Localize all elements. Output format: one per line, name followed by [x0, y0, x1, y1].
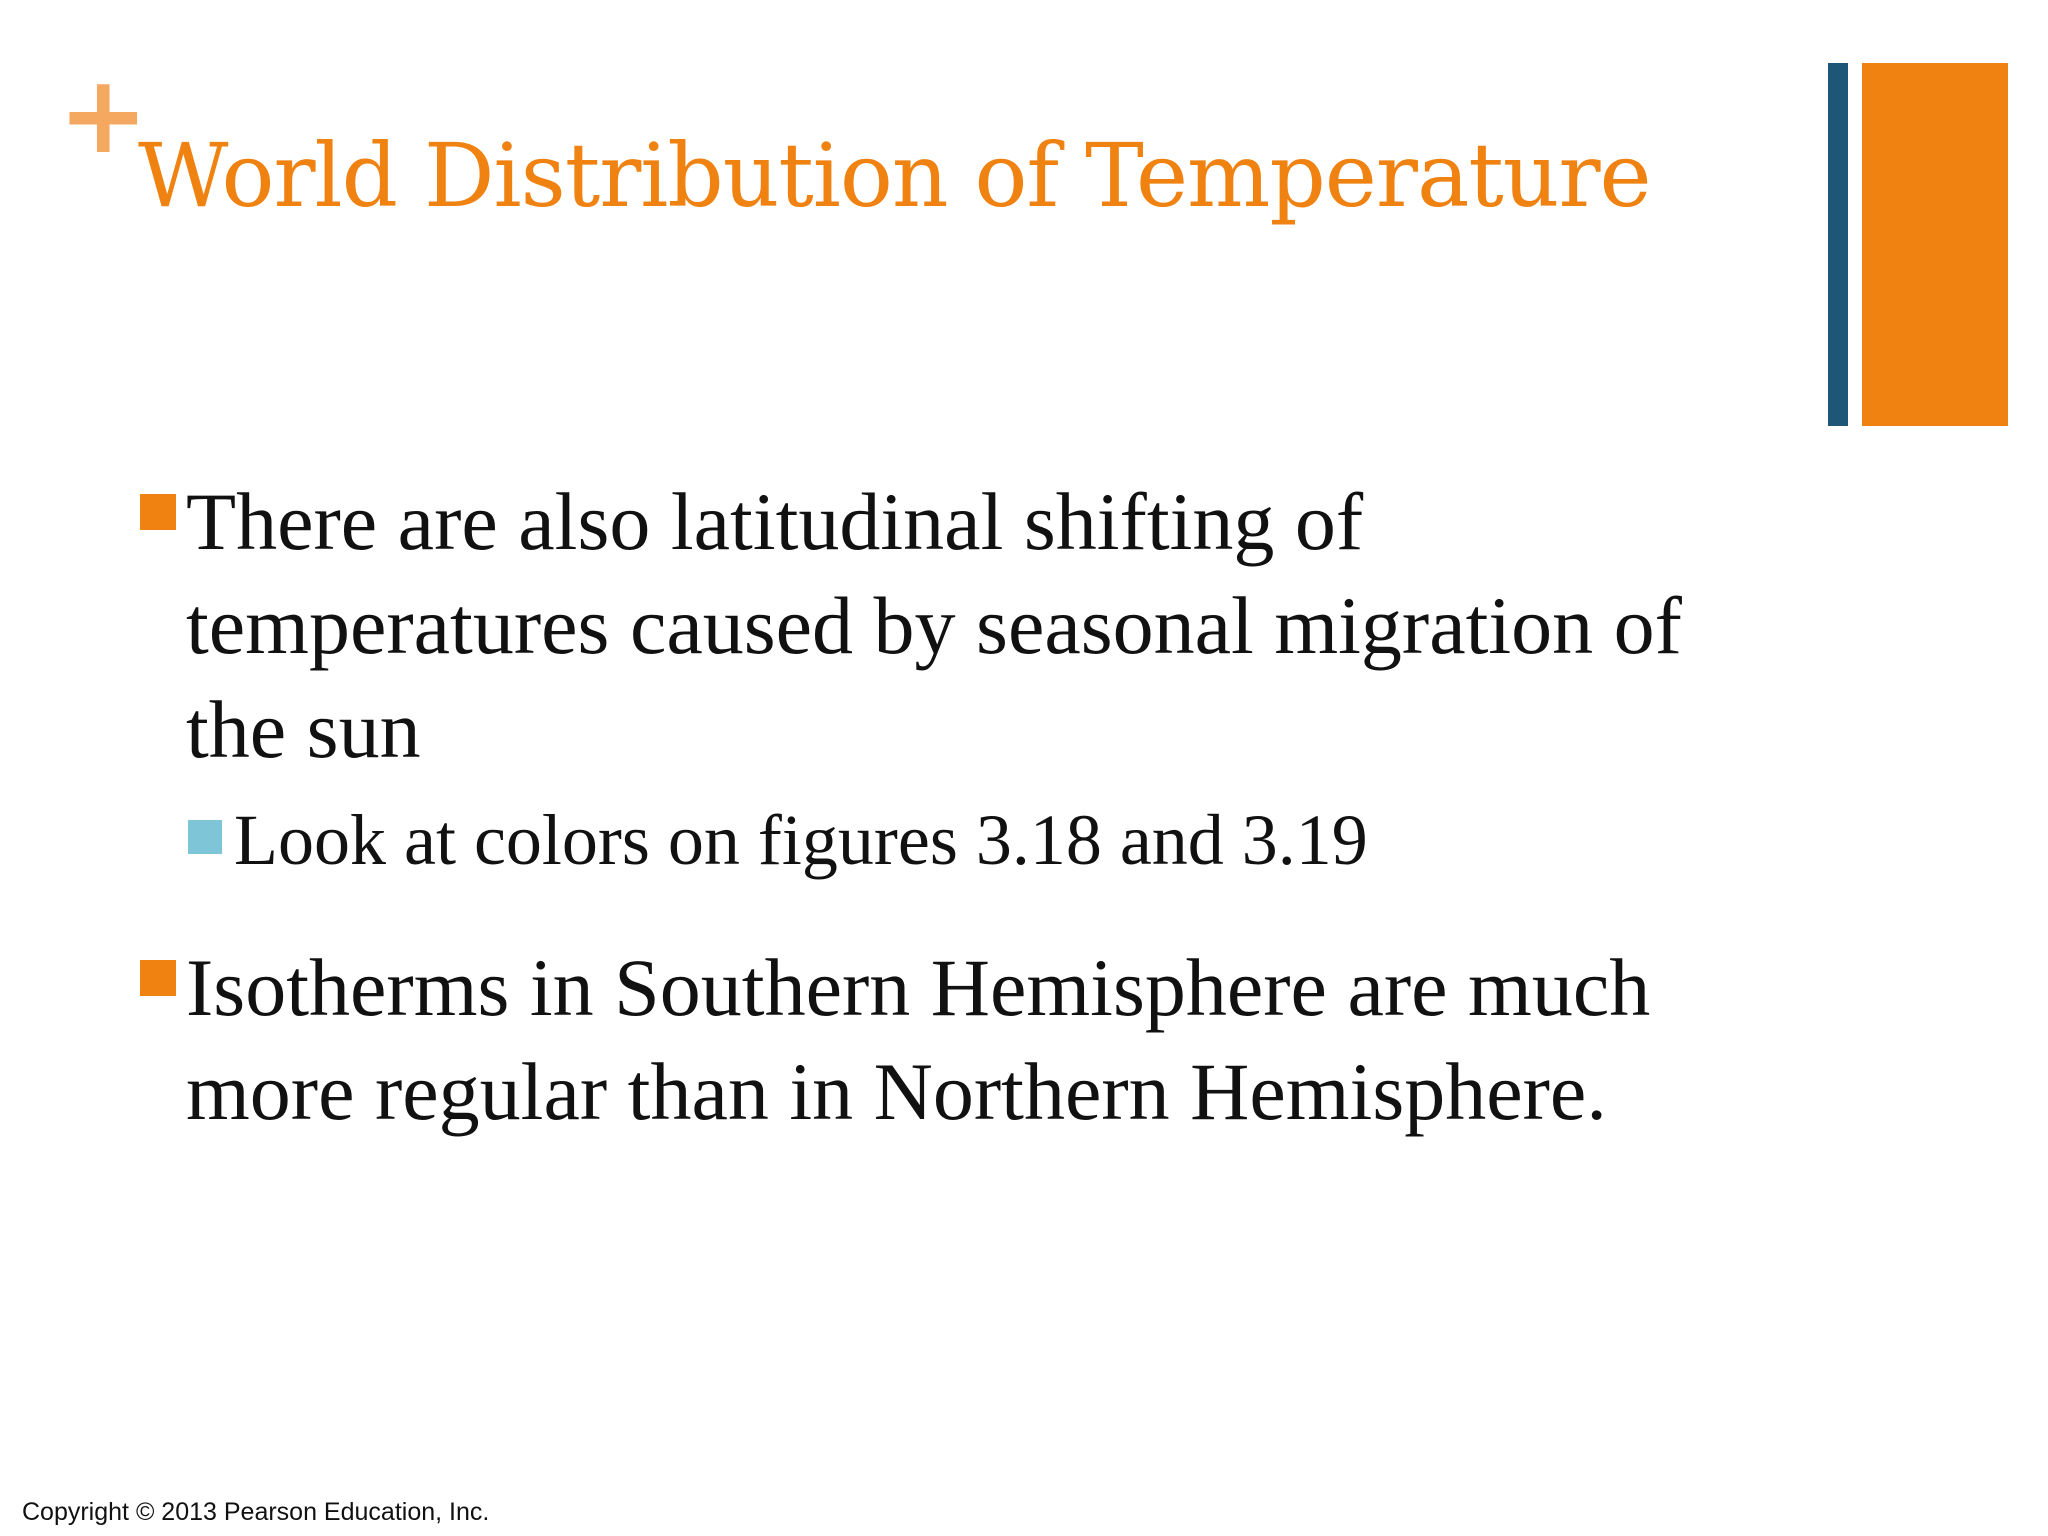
decorative-blue-bar: [1828, 63, 1848, 426]
sub-bullet-item: [186, 788, 1778, 892]
decorative-orange-bar: [1862, 63, 2008, 426]
slide-body: [138, 470, 1778, 1144]
square-bullet-icon: [140, 494, 176, 530]
bullet-item: [138, 470, 1778, 782]
plus-icon: +: [58, 53, 149, 178]
copyright-footer: Copyright © 2013 Pearson Education, Inc.: [22, 1498, 490, 1526]
bullet-text: There are also latitudinal shifting of temperatures caused by seasonal migration of the sun: [186, 476, 1682, 775]
sub-bullet-text: Look at colors on figures 3.18 and 3.19: [234, 800, 1368, 880]
square-bullet-icon: [188, 820, 222, 854]
bullet-item: [138, 936, 1778, 1144]
slide-title: World Distribution of Temperature: [138, 124, 1651, 227]
square-bullet-icon: [140, 960, 176, 996]
bullet-text: Isotherms in Southern Hemisphere are much more regular than in Northern Hemisphere.: [186, 942, 1651, 1137]
